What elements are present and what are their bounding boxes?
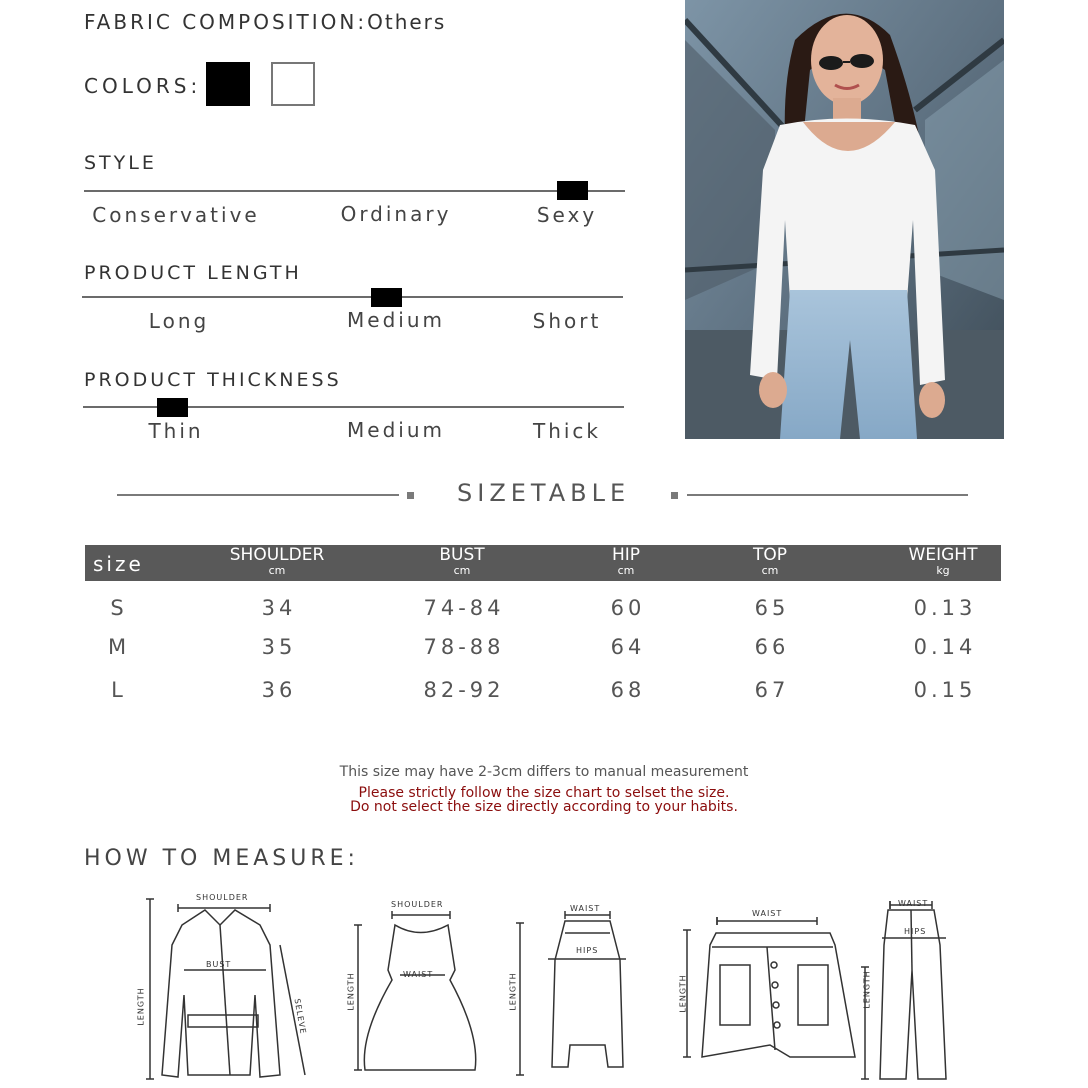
length-label-short: Short (532, 309, 602, 333)
row-s-top: 65 (754, 596, 790, 620)
label-bust-jacket: BUST (206, 960, 232, 969)
size-table-header (85, 545, 1001, 581)
header-top (753, 547, 787, 576)
thickness-label-thin: Thin (148, 419, 204, 443)
sizetable-dot-right (671, 492, 678, 499)
header-hip-unit: cm (617, 564, 635, 577)
label-shoulder-jacket: SHOULDER (196, 893, 249, 902)
row-m-weight: 0.14 (913, 635, 977, 659)
length-marker (371, 288, 402, 307)
header-weight-name: WEIGHT (908, 545, 978, 565)
thickness-label-thick: Thick (532, 419, 602, 443)
header-bust (439, 547, 484, 576)
label-shoulder-dress: SHOULDER (391, 900, 444, 909)
fabric-composition (84, 10, 446, 34)
label-hips-skirt: HIPS (576, 946, 599, 955)
row-s-shoulder: 34 (261, 596, 297, 620)
row-m-shoulder: 35 (261, 635, 297, 659)
row-s-size: S (110, 596, 128, 620)
note-follow-chart: Please strictly follow the size chart to selset the size. (358, 785, 730, 801)
header-weight-unit: kg (936, 564, 950, 577)
label-waist-dress: WAIST (403, 970, 434, 979)
colors-label: COLORS: (84, 74, 202, 98)
thickness-marker (157, 398, 188, 417)
label-length-dress: LENGTH (346, 972, 356, 1011)
header-hip-name: HIP (611, 545, 641, 565)
header-top-unit: cm (761, 564, 779, 577)
row-l-shoulder: 36 (261, 678, 297, 702)
how-to-measure-title: HOW TO MEASURE: (84, 846, 359, 871)
sizetable-divider-right (687, 494, 968, 496)
mini-skirt-diagram (683, 917, 855, 1057)
row-l-size: L (111, 678, 127, 702)
style-label-conservative: Conservative (92, 203, 260, 227)
row-l-hip: 68 (610, 678, 646, 702)
header-size: size (93, 552, 144, 576)
note-habits: Do not select the size directly according to your habits. (350, 799, 738, 815)
header-shoulder (230, 547, 325, 576)
style-label-ordinary: Ordinary (340, 202, 452, 226)
row-s-bust: 74-84 (423, 596, 505, 620)
header-top-name: TOP (752, 545, 788, 565)
jacket-diagram (146, 899, 305, 1079)
header-shoulder-unit: cm (268, 564, 286, 577)
length-label-medium: Medium (347, 308, 445, 332)
note-measurement: This size may have 2-3cm differs to manual measurement (339, 764, 749, 780)
row-m-size: M (107, 635, 131, 659)
label-length-mini-skirt: LENGTH (678, 974, 688, 1013)
fabric-label: FABRIC COMPOSITION: (84, 10, 368, 34)
header-bust-name: BUST (439, 545, 485, 565)
product-photo (685, 0, 1004, 439)
color-swatch-black[interactable] (206, 62, 250, 106)
label-hips-pants: HIPS (904, 927, 927, 936)
row-s-hip: 60 (610, 596, 646, 620)
sizetable-divider-left (117, 494, 399, 496)
style-label-sexy: Sexy (536, 203, 598, 227)
style-marker (557, 181, 588, 200)
length-scale-line (82, 296, 623, 298)
dress-diagram (354, 911, 476, 1070)
style-scale-line (84, 190, 625, 192)
color-swatch-white[interactable] (271, 62, 315, 106)
header-bust-unit: cm (453, 564, 471, 577)
style-title: STYLE (84, 152, 157, 174)
label-length-pants: LENGTH (862, 970, 872, 1009)
row-l-weight: 0.15 (913, 678, 977, 702)
label-waist-skirt: WAIST (570, 904, 601, 913)
label-sleeve-jacket: SELEVE (292, 997, 308, 1036)
row-m-top: 66 (754, 635, 790, 659)
length-label-long: Long (148, 309, 210, 333)
skirt-diagram (516, 911, 626, 1075)
label-waist-mini-skirt: WAIST (752, 909, 783, 918)
length-title: PRODUCT LENGTH (84, 262, 302, 284)
row-l-bust: 82-92 (423, 678, 505, 702)
row-l-top: 67 (754, 678, 790, 702)
row-s-weight: 0.13 (913, 596, 977, 620)
sizetable-dot-left (407, 492, 414, 499)
thickness-title: PRODUCT THICKNESS (84, 369, 342, 391)
fabric-value: Others (367, 10, 447, 34)
header-hip (612, 547, 640, 576)
row-m-bust: 78-88 (423, 635, 505, 659)
header-shoulder-name: SHOULDER (229, 545, 325, 565)
row-m-hip: 64 (610, 635, 646, 659)
thickness-label-medium: Medium (347, 418, 445, 442)
header-weight (909, 547, 978, 576)
label-length-skirt: LENGTH (508, 972, 518, 1011)
sizetable-title: SIZETABLE (457, 479, 631, 507)
label-waist-pants: WAIST (898, 899, 929, 908)
model-illustration (685, 0, 1004, 439)
label-length-jacket: LENGTH (136, 987, 146, 1026)
